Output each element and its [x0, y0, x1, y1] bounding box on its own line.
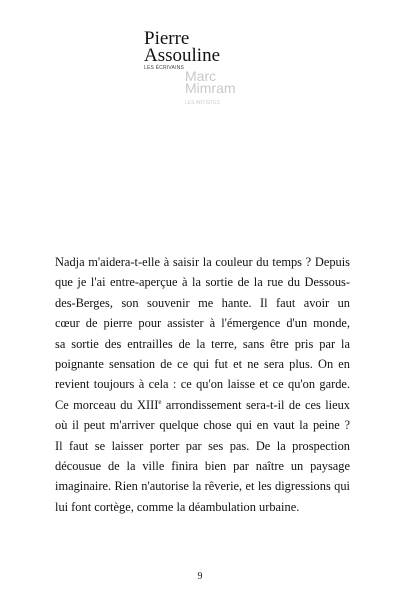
text-segment: arrondissement sera-t-il de ces lieux	[161, 397, 350, 412]
page-number: 9	[197, 571, 203, 582]
body-paragraph	[55, 252, 350, 517]
text-line: des-Berges, son souvenir me hante. Il faut avoir un	[55, 295, 350, 310]
superscript-e: e	[158, 397, 162, 406]
text-line: cœur de pierre pour assister à l'émergence d'un monde,	[55, 316, 350, 331]
photographer-subtitle: LES ARTISTES	[185, 100, 220, 106]
text-line: imaginaire. Rien n'autorise la rêverie, et les digressions qui	[55, 479, 350, 494]
text-line: où il peut m'arriver quelque chose qui en vaut la peine ?	[55, 418, 350, 433]
author-logo	[144, 28, 274, 106]
text-line-last: lui font cortège, comme la déambulation urbaine.	[55, 499, 300, 514]
text-line: Il faut se laisser porter par ses pas. De la prospection	[55, 438, 350, 453]
author-first-name: Pierre	[144, 28, 190, 49]
author-last-name: Assouline	[144, 45, 220, 66]
text-line: Nadja m'aidera-t-elle à saisir la couleur du temps ? Depuis	[55, 255, 350, 269]
text-line: poignante sensation de ce qui fut et ne sera plus. On en	[55, 356, 350, 371]
text-line: sa sortie des entrailles de la terre, sans être pris par la	[55, 336, 350, 351]
text-line: que je l'ai entre-aperçue à la sortie de la rue du Dessous-	[55, 275, 350, 290]
text-line: décousue de la ville finira bien par naître un paysage	[55, 458, 350, 473]
author-subtitle: LES ÉCRIVAINS	[144, 65, 185, 71]
photographer-last-name: Mimram	[185, 80, 236, 96]
photographer-credit	[185, 70, 236, 109]
text-segment: Ce morceau du XIII	[55, 397, 159, 412]
text-line: revient toujours à cela : ce qu'on laisse et ce qu'on garde.	[55, 377, 350, 392]
photographer-first-name: Marc	[185, 68, 217, 84]
text-line-with-superscript	[55, 395, 350, 415]
